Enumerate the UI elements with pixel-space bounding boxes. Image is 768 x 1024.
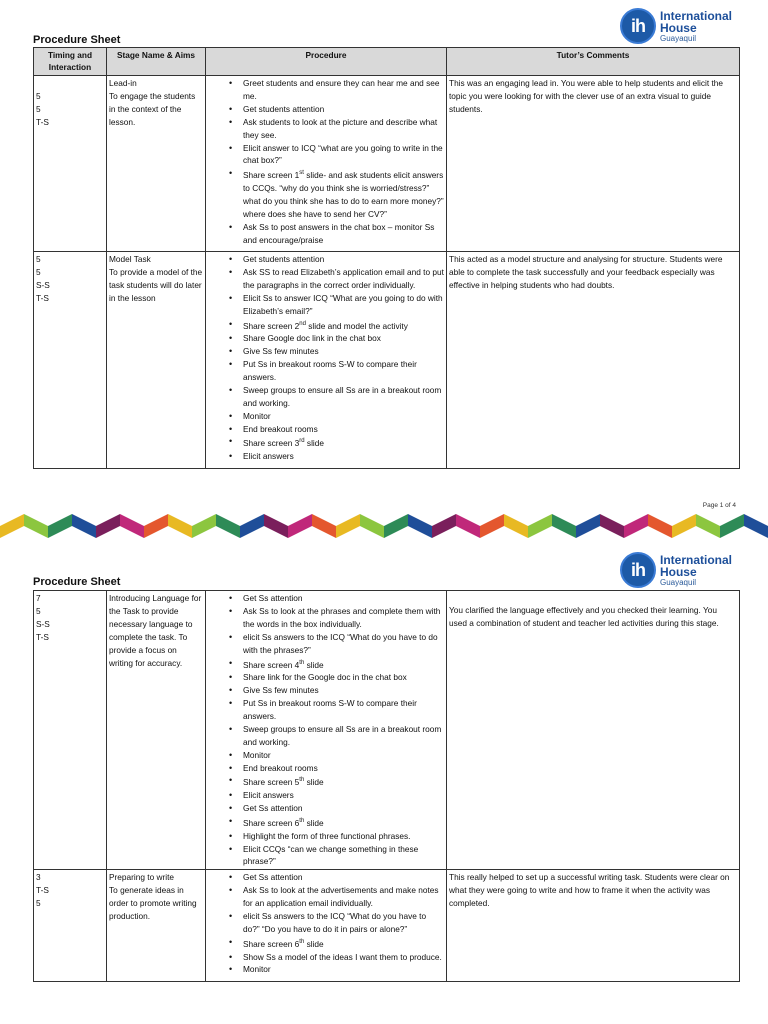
timing-value: T-S xyxy=(36,885,49,896)
timing-value: 5 xyxy=(36,898,41,909)
procedure-step: • End breakout rooms xyxy=(208,762,444,775)
timing-value: 5 xyxy=(36,90,41,101)
zigzag-segment xyxy=(48,514,72,538)
procedure-step: • Share screen 1st slide- and ask students elicit answers to CCQs. “why do you think she is worried/stress?” what do you think she has to do to earn more money?” where does she have to send her CV?” xyxy=(208,167,444,220)
timing-value: T-S xyxy=(36,116,49,127)
zigzag-segment xyxy=(120,514,144,538)
zigzag-segment xyxy=(72,514,96,538)
timing-value: 7 xyxy=(36,593,41,603)
zigzag-segment xyxy=(144,514,168,538)
procedure-step: • Share screen 6th slide xyxy=(208,936,444,951)
zigzag-segment xyxy=(480,514,504,538)
zigzag-segment xyxy=(528,514,552,538)
timing-value: S-S xyxy=(36,279,50,290)
procedure-step: • End breakout rooms xyxy=(208,423,444,436)
zigzag-segment xyxy=(696,514,720,538)
tutor-comment-cell xyxy=(447,252,740,469)
procedure-step: • Get Ss attention xyxy=(208,871,444,884)
procedure-step: • Greet students and ensure they can hear me and see me. xyxy=(208,77,444,103)
timing-cell xyxy=(34,870,107,982)
decorative-zigzag-border xyxy=(0,508,768,544)
timing-value: 3 xyxy=(36,872,41,883)
procedure-step: • Elicit answers xyxy=(208,450,444,463)
timing-value: 5 xyxy=(36,254,41,264)
page-number: Page 1 of 4 xyxy=(702,502,736,509)
procedure-step: • Ask Ss to look at the advertisements and make notes for an application email individually. xyxy=(208,884,444,910)
table-row xyxy=(34,870,740,982)
stage-text: Lead-in xyxy=(109,78,137,88)
procedure-cell xyxy=(206,591,447,870)
procedure-step: • Ask Ss to look at the phrases and complete them with the words in the box individually. xyxy=(208,605,444,631)
zigzag-segment xyxy=(288,514,312,538)
stage-cell xyxy=(107,76,206,252)
table-row xyxy=(34,591,740,870)
procedure-step: • Share Google doc link in the chat box xyxy=(208,332,444,345)
stage-cell xyxy=(107,870,206,982)
procedure-step: • Get students attention xyxy=(208,253,444,266)
zigzag-segment xyxy=(744,514,768,538)
header-stage: Stage Name & Aims xyxy=(107,48,206,76)
procedure-step: • Give Ss few minutes xyxy=(208,684,444,697)
zigzag-segment xyxy=(552,514,576,538)
logo-mark: ih xyxy=(620,552,656,588)
header-timing: Timing and Interaction xyxy=(34,48,107,76)
zigzag-segment xyxy=(240,514,264,538)
procedure-step: • Share link for the Google doc in the chat box xyxy=(208,671,444,684)
tutor-comment-cell xyxy=(447,591,740,870)
zigzag-segment xyxy=(600,514,624,538)
table-row xyxy=(34,252,740,469)
procedure-step: • Elicit answers xyxy=(208,789,444,802)
zigzag-segment xyxy=(624,514,648,538)
zigzag-segment xyxy=(384,514,408,538)
procedure-step: • Sweep groups to ensure all Ss are in a breakout room and working. xyxy=(208,723,444,749)
timing-value: T-S xyxy=(36,631,49,642)
tutor-comment: This really helped to set up a successful writing task. Students were clear on what they were going to write and how to frame it when the activity was completed. xyxy=(449,872,730,909)
procedure-step: • Elicit answer to ICQ “what are you going to write in the chat box?” xyxy=(208,142,444,168)
stage-text: Introducing Language for the Task to provide necessary language to complete the task. To provide a focus on writing for accuracy. xyxy=(109,593,202,668)
procedure-cell xyxy=(206,76,447,252)
tutor-comment: This was an engaging lead in. You were able to help students and elicit the topic you were looking for with the clever use of an extra visual to guide students. xyxy=(449,78,723,114)
procedure-step: • Show Ss a model of the ideas I want them to produce. xyxy=(208,951,444,964)
header-procedure: Procedure xyxy=(206,48,447,76)
zigzag-segment xyxy=(0,514,24,538)
timing-cell xyxy=(34,76,107,252)
procedure-step: • Share screen 2nd slide and model the activity xyxy=(208,318,444,333)
logo-line3: Guayaquil xyxy=(659,33,697,43)
tutor-comment-cell xyxy=(447,76,740,252)
procedure-step: • Get Ss attention xyxy=(208,802,444,815)
timing-cell xyxy=(34,591,107,870)
procedure-step: • Put Ss in breakout rooms S-W to compare their answers. xyxy=(208,358,444,384)
procedure-step: • Give Ss few minutes xyxy=(208,345,444,358)
procedure-step: • Elicit CCQs “can we change something in these phrase?” xyxy=(208,843,444,869)
stage-text: To provide a model of the task students will do later in the lesson xyxy=(109,266,203,303)
tutor-comment-cell xyxy=(447,870,740,982)
zigzag-segment xyxy=(24,514,48,538)
zigzag-segment xyxy=(456,514,480,538)
procedure-table-page1 xyxy=(33,47,740,469)
timing-value xyxy=(36,77,104,90)
page-title: Procedure Sheet xyxy=(33,34,121,46)
procedure-step: • Monitor xyxy=(208,410,444,423)
procedure-step: • Ask SS to read Elizabeth’s application email and to put the paragraphs in the correct order individually. xyxy=(208,266,444,292)
procedure-step: • Share screen 6th slide xyxy=(208,815,444,830)
stage-text: Model Task xyxy=(109,254,151,264)
logo-line3: Guayaquil xyxy=(659,577,697,587)
zigzag-segment xyxy=(264,514,288,538)
procedure-step: • Share screen 5th slide xyxy=(208,774,444,789)
zigzag-segment xyxy=(576,514,600,538)
procedure-step: • Ask Ss to post answers in the chat box – monitor Ss and encourage/praise xyxy=(208,221,444,247)
stage-text: To generate ideas in order to promote writing production. xyxy=(109,885,197,922)
zigzag-segment xyxy=(720,514,744,538)
procedure-step: • Share screen 4th slide xyxy=(208,657,444,672)
zigzag-segment xyxy=(216,514,240,538)
tutor-comment: You clarified the language effectively and you checked their learning. You used a combination of student and teacher led activities during this stage. xyxy=(449,605,719,628)
procedure-step: • elicit Ss answers to the ICQ “What do you have to do?” “Do you have to do it in pairs or alone?” xyxy=(208,910,444,936)
logo xyxy=(620,552,732,588)
logo-line1: International xyxy=(659,8,732,23)
zigzag-segment xyxy=(432,514,456,538)
zigzag-segment xyxy=(312,514,336,538)
procedure-cell xyxy=(206,870,447,982)
stage-text: Preparing to write xyxy=(109,872,175,883)
procedure-step: • Share screen 3rd slide xyxy=(208,435,444,450)
stage-cell xyxy=(107,252,206,469)
zigzag-segment xyxy=(336,514,360,538)
procedure-step: • Sweep groups to ensure all Ss are in a breakout room and working. xyxy=(208,384,444,410)
zigzag-segment xyxy=(408,514,432,538)
zigzag-segment xyxy=(672,514,696,538)
logo-line2: House xyxy=(659,564,697,579)
zigzag-segment xyxy=(96,514,120,538)
timing-value: T-S xyxy=(36,292,49,303)
procedure-step: • Highlight the form of three functional phrases. xyxy=(208,830,444,843)
procedure-cell xyxy=(206,252,447,469)
procedure-step: • Ask students to look at the picture and describe what they see. xyxy=(208,116,444,142)
procedure-step: • Monitor xyxy=(208,749,444,762)
procedure-step: • Get students attention xyxy=(208,103,444,116)
timing-value: 5 xyxy=(36,103,41,114)
logo-mark: ih xyxy=(620,8,656,44)
procedure-step: • Get Ss attention xyxy=(208,592,444,605)
stage-cell xyxy=(107,591,206,870)
zigzag-segment xyxy=(192,514,216,538)
zigzag-segment xyxy=(504,514,528,538)
timing-cell xyxy=(34,252,107,469)
header-comments: Tutor’s Comments xyxy=(447,48,740,76)
procedure-step: • Elicit Ss to answer ICQ “What are you going to do with Elizabeth’s email?” xyxy=(208,292,444,318)
zigzag-segment xyxy=(168,514,192,538)
procedure-table-page2 xyxy=(33,590,740,982)
timing-value: S-S xyxy=(36,618,50,629)
logo-line2: House xyxy=(659,20,697,35)
logo-line1: International xyxy=(659,552,732,567)
procedure-step: • Put Ss in breakout rooms S-W to compare their answers. xyxy=(208,697,444,723)
procedure-step: • elicit Ss answers to the ICQ “What do you have to do with the phrases?” xyxy=(208,631,444,657)
table-header-row xyxy=(34,48,740,76)
logo xyxy=(620,8,732,44)
page-title: Procedure Sheet xyxy=(33,576,121,588)
timing-value: 5 xyxy=(36,605,41,616)
zigzag-segment xyxy=(648,514,672,538)
tutor-comment: This acted as a model structure and analysing for structure. Students were able to complete the task successfully and your feedback especially was effective in helping students who had doubts. xyxy=(449,254,723,290)
stage-text: To engage the students in the context of the lesson. xyxy=(109,90,196,127)
procedure-step: • Monitor xyxy=(208,963,444,976)
timing-value: 5 xyxy=(36,266,41,277)
table-row xyxy=(34,76,740,252)
zigzag-segment xyxy=(360,514,384,538)
